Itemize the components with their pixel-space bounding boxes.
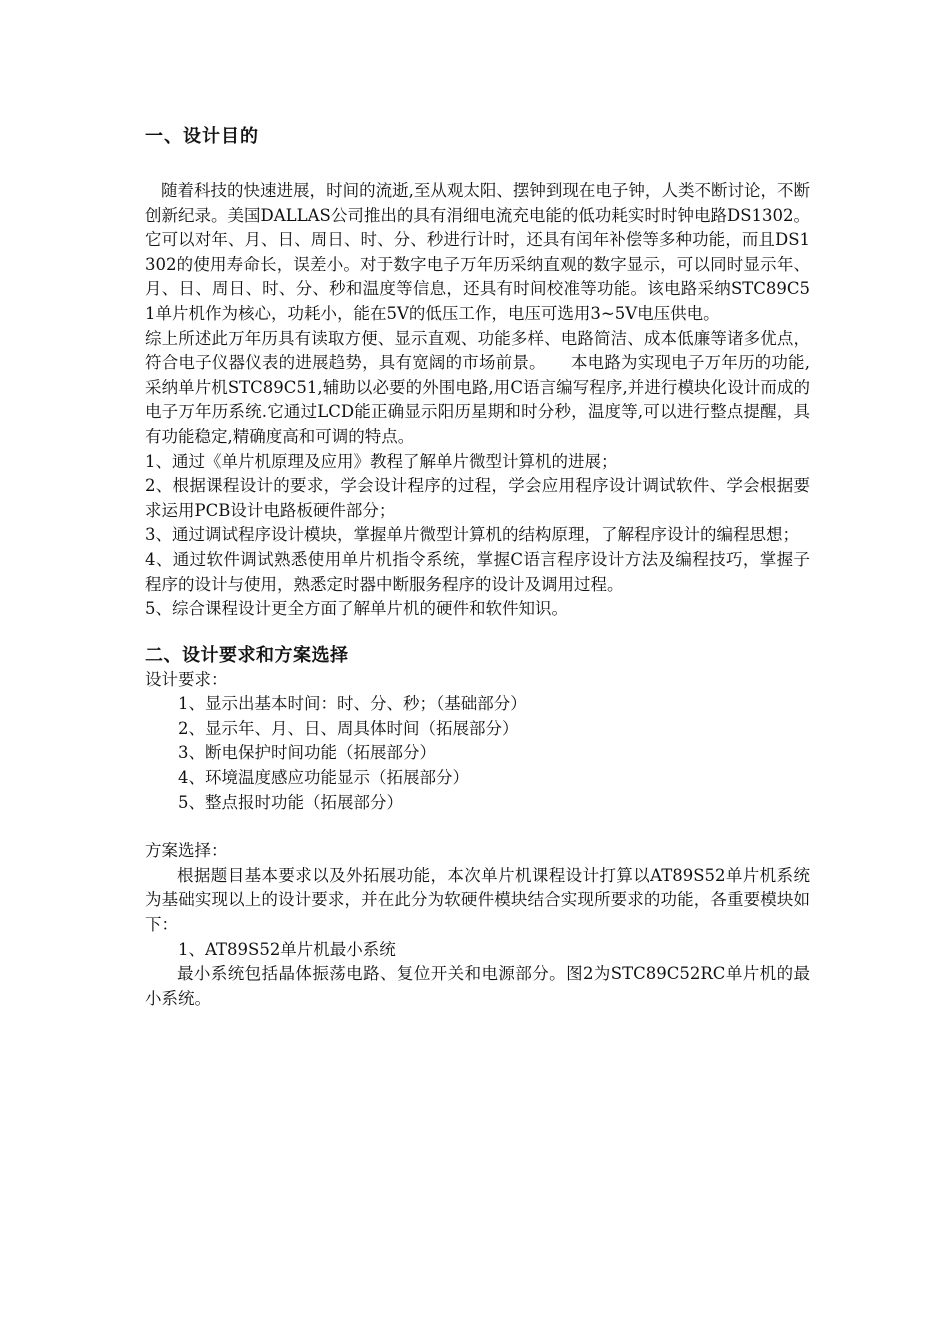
plan-label: 方案选择： bbox=[145, 841, 228, 861]
section1-paragraph-summary: 综上所述此万年历具有读取方便、显示直观、功能多样、电路简洁、成本低廉等诸多优点，符合电子仪器仪表的进展趋势，具有宽阔的市场前景。 本电路为实现电子万年历的功能,采纳单片机STC89C51,辅助以必要的外围电路,用C语言编写程序,并进行模块化设计而成的电子万年历系统.它通过LCD能正确显示阳历星期和时分秒，温度等,可以进行整点提醒，具有功能稳定,精确度高和可调的特点。 bbox=[145, 328, 810, 446]
document-page bbox=[145, 118, 810, 1011]
module-item-1: 1、AT89S52单片机最小系统 bbox=[178, 939, 396, 959]
requirement-item-1: 1、显示出基本时间：时、分、秒；（基础部分） bbox=[178, 694, 527, 714]
requirement-item-5: 5、整点报时功能（拓展部分） bbox=[178, 792, 403, 812]
goal-item-5: 5、综合课程设计更全方面了解单片机的硬件和软件知识。 bbox=[145, 599, 568, 619]
section1-paragraph-intro: 随着科技的快速进展，时间的流逝,至从观太阳、摆钟到现在电子钟，人类不断讨论，不断创新纪录。美国DALLAS公司推出的具有涓细电流充电能的低功耗实时时钟电路DS1302。它可以对年、月、日、周日、时、分、秒进行计时，还具有闰年补偿等多种功能，而且DS1302的使用寿命长，误差小。对于数字电子万年历采纳直观的数字显示，可以同时显示年、月、日、周日、时、分、秒和温度等信息，还具有时间校准等功能。该电路采纳STC89C51单片机作为核心，功耗小，能在5V的低压工作，电压可选用3~5V电压供电。 bbox=[145, 181, 810, 323]
spacer bbox=[145, 815, 810, 839]
goal-item-4: 4、通过软件调试熟悉使用单片机指令系统，掌握C语言程序设计方法及编程技巧，掌握子程序的设计与使用，熟悉定时器中断服务程序的设计及调用过程。 bbox=[145, 549, 810, 594]
goal-item-3: 3、通过调试程序设计模块，掌握单片微型计算机的结构原理，了解程序设计的编程思想； bbox=[145, 525, 799, 545]
section2-heading: 二、设计要求和方案选择 bbox=[145, 644, 349, 666]
module-description: 最小系统包括晶体振荡电路、复位开关和电源部分。图2为STC89C52RC单片机的最小系统。 bbox=[145, 964, 810, 1008]
plan-paragraph: 根据题目基本要求以及外拓展功能，本次单片机课程设计打算以AT89S52单片机系统为基础实现以上的设计要求，并在此分为软硬件模块结合实现所要求的功能，各重要模块如下： bbox=[145, 865, 810, 935]
requirement-item-3: 3、断电保护时间功能（拓展部分） bbox=[178, 743, 436, 763]
goal-item-1: 1、通过《单片机原理及应用》教程了解单片微型计算机的进展； bbox=[145, 451, 618, 471]
section1-heading: 一、设计目的 bbox=[145, 126, 259, 147]
goal-item-2: 2、根据课程设计的要求，学会设计程序的过程，学会应用程序设计调试软件、学会根据要求运用PCB设计电路板硬件部分； bbox=[145, 476, 810, 520]
requirements-label: 设计要求： bbox=[145, 669, 228, 689]
requirement-item-4: 4、环境温度感应功能显示（拓展部分） bbox=[178, 768, 469, 788]
requirement-item-2: 2、显示年、月、日、周具体时间（拓展部分） bbox=[178, 718, 519, 738]
